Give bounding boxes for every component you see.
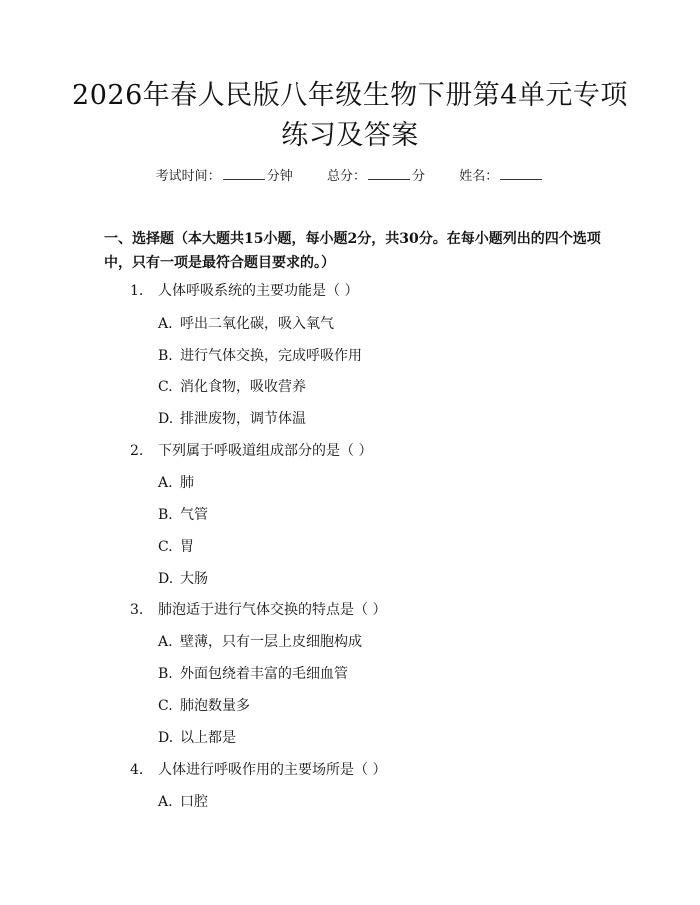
question-3 [130, 600, 590, 620]
option-letter: C. [158, 698, 173, 714]
time-blank [223, 166, 265, 180]
option-text: 进行气体交换，完成呼吸作用 [180, 348, 362, 364]
option-text: 以上都是 [180, 730, 236, 746]
option-3-d [158, 728, 588, 748]
name-blank [500, 166, 542, 180]
question-text: 肺泡适于进行气体交换的特点是（ ） [158, 602, 387, 618]
option-text: 呼出二氧化碳，吸入氧气 [180, 316, 334, 332]
option-1-a [158, 314, 588, 334]
option-letter: A. [158, 316, 173, 332]
question-number: 1. [130, 283, 144, 299]
option-3-c [158, 696, 588, 716]
option-letter: A. [158, 475, 173, 491]
question-text: 人体呼吸系统的主要功能是（ ） [158, 283, 359, 299]
score-unit: 分 [412, 169, 426, 184]
option-text: 肺 [180, 475, 194, 491]
option-1-c [158, 377, 588, 397]
option-letter: D. [158, 571, 174, 587]
option-text: 大肠 [180, 571, 208, 587]
option-letter: A. [158, 794, 173, 810]
option-2-a [158, 473, 588, 493]
name-label: 姓名： [459, 169, 499, 184]
question-number: 3. [130, 602, 144, 618]
question-number: 2. [130, 443, 144, 459]
section-heading: 一、选择题（本大题共15小题，每小题2分，共30分。在每小题列出的四个选项中，只有一项是最符合题目要求的。） [104, 231, 601, 271]
question-4 [130, 760, 590, 780]
option-2-b [158, 505, 588, 525]
option-text: 气管 [180, 507, 208, 523]
option-text: 肺泡数量多 [180, 698, 250, 714]
question-1 [130, 281, 590, 301]
option-text: 口腔 [180, 794, 208, 810]
option-letter: A. [158, 634, 173, 650]
option-letter: D. [158, 730, 174, 746]
option-letter: D. [158, 411, 174, 427]
option-text: 排泄废物，调节体温 [180, 411, 306, 427]
time-unit: 分钟 [266, 169, 293, 184]
option-text: 外面包绕着丰富的毛细血管 [180, 666, 348, 682]
option-4-a [158, 792, 588, 812]
option-2-d [158, 569, 588, 589]
time-label: 考试时间： [155, 169, 221, 184]
option-letter: B. [158, 348, 173, 364]
option-3-b [158, 664, 588, 684]
option-text: 壁薄，只有一层上皮细胞构成 [180, 634, 362, 650]
score-label: 总分： [326, 169, 366, 184]
option-letter: B. [158, 666, 173, 682]
question-text: 人体进行呼吸作用的主要场所是（ ） [158, 762, 387, 778]
option-1-b [158, 346, 588, 366]
option-2-c [158, 537, 588, 557]
exam-meta [0, 166, 700, 187]
option-text: 胃 [180, 539, 194, 555]
option-text: 消化食物，吸收营养 [180, 379, 306, 395]
question-2 [130, 441, 590, 461]
question-number: 4. [130, 762, 144, 778]
score-blank [368, 166, 410, 180]
option-letter: C. [158, 539, 173, 555]
option-3-a [158, 632, 588, 652]
question-text: 下列属于呼吸道组成部分的是（ ） [158, 443, 373, 459]
option-letter: B. [158, 507, 173, 523]
option-1-d [158, 409, 588, 429]
option-letter: C. [158, 379, 173, 395]
page-title: 2026年春人民版八年级生物下册第4单元专项练习及答案 [72, 80, 628, 151]
